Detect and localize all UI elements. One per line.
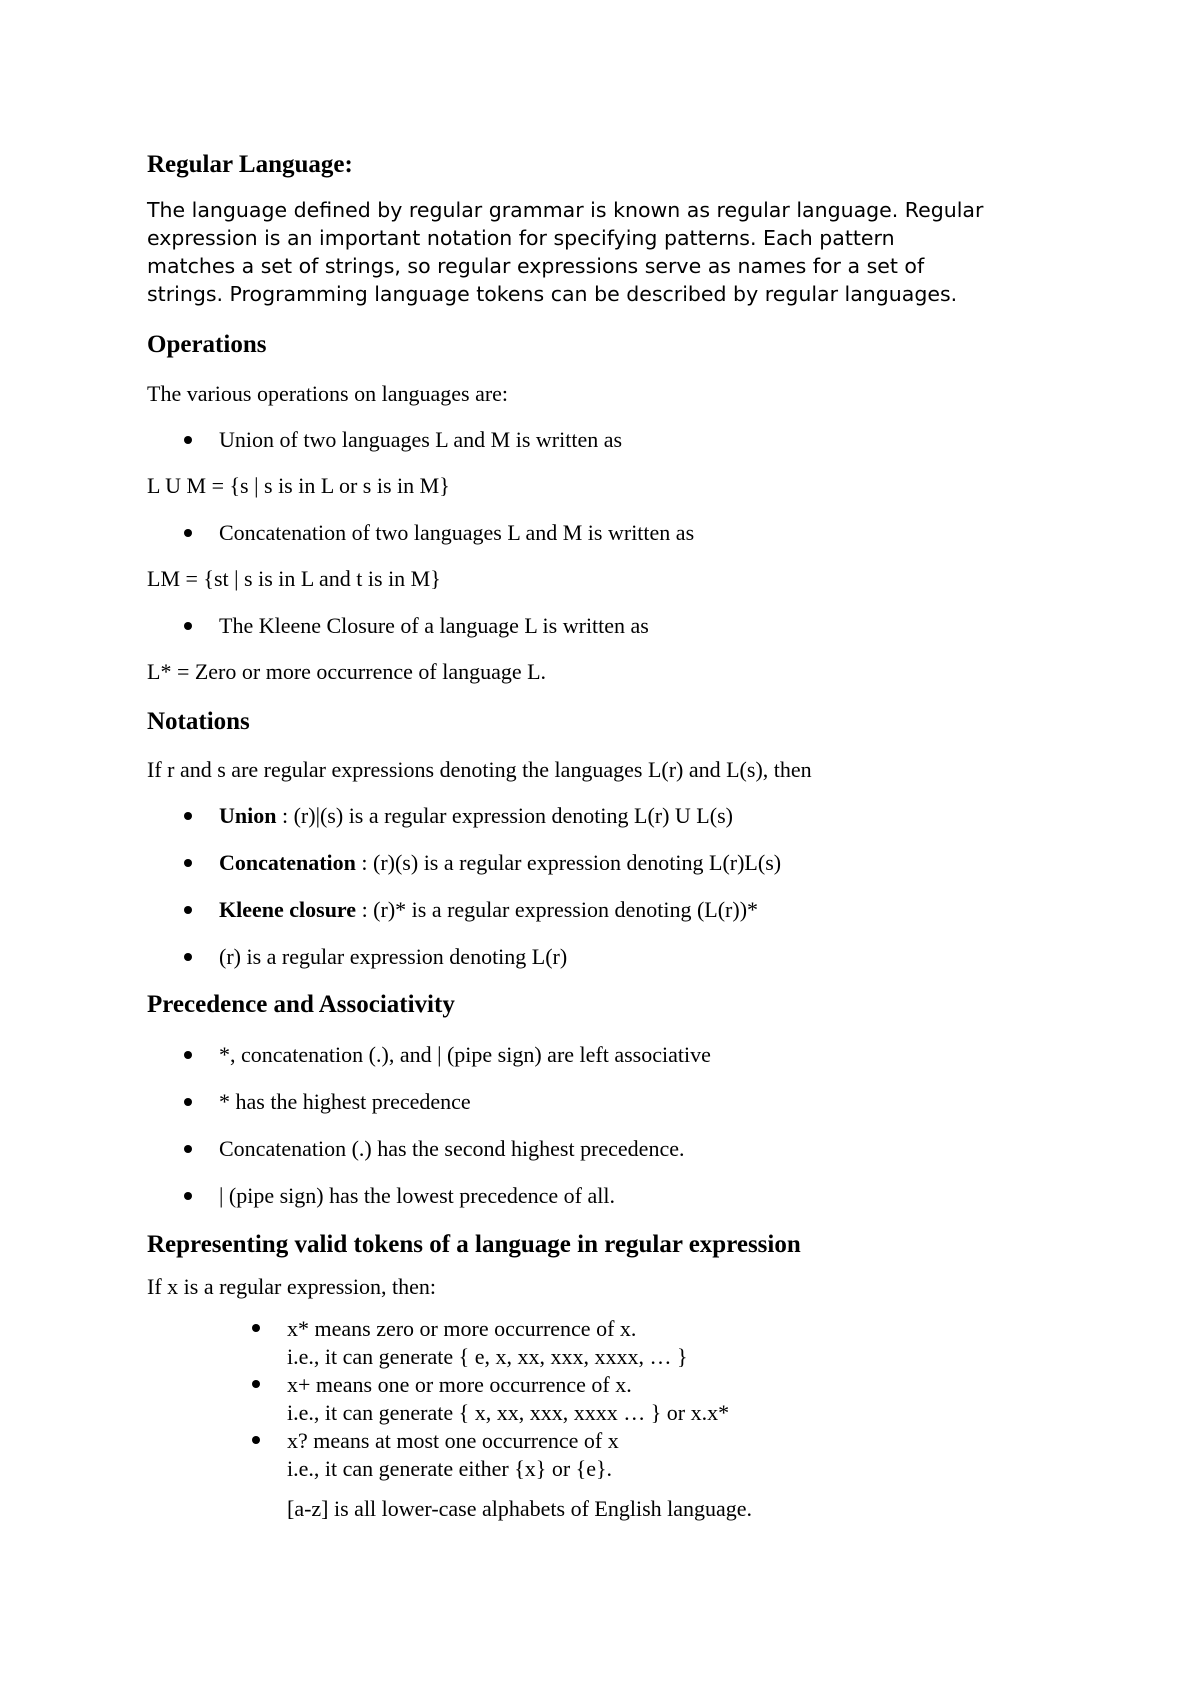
notation-description: (r) is a regular expression denoting L(r)	[219, 944, 568, 969]
bullet-icon	[184, 906, 192, 914]
bullet-icon	[184, 812, 192, 820]
concat-bullet-text: Concatenation of two languages L and M is written as	[219, 520, 695, 545]
notation-item	[219, 899, 758, 921]
token-item-sub: i.e., it can generate either {x} or {e}.	[287, 1456, 613, 1481]
token-item-main: x+ means one or more occurrence of x.	[287, 1372, 632, 1397]
bullet-icon	[184, 1098, 192, 1106]
bullet-icon	[184, 953, 192, 961]
paragraph-line: expression is an important notation for specifying patterns. Each pattern	[147, 226, 895, 250]
notations-intro: If r and s are regular expressions denoting the languages L(r) and L(s), then	[147, 757, 812, 782]
bullet-icon	[252, 1380, 260, 1388]
bullet-icon	[184, 859, 192, 867]
notation-term: Union	[219, 803, 277, 828]
paragraph-line: strings. Programming language tokens can be described by regular languages.	[147, 282, 958, 306]
notation-term: Concatenation	[219, 850, 356, 875]
paragraph-line: matches a set of strings, so regular expressions serve as names for a set of	[147, 254, 925, 278]
heading-valid-tokens: Representing valid tokens of a language in regular expression	[147, 1231, 801, 1258]
operations-intro: The various operations on languages are:	[147, 381, 509, 406]
token-item-sub: i.e., it can generate { e, x, xx, xxx, xxxx, … }	[287, 1344, 688, 1369]
kleene-formula: L* = Zero or more occurrence of language L.	[147, 659, 547, 684]
bullet-icon	[252, 1324, 260, 1332]
notation-description: : (r)* is a regular expression denoting (L(r))*	[356, 897, 759, 922]
heading-regular-language: Regular Language:	[147, 151, 353, 178]
concat-formula: LM = {st | s is in L and t is in M}	[147, 566, 441, 591]
notation-description: : (r)|(s) is a regular expression denoting L(r) U L(s)	[276, 803, 733, 828]
range-note: [a-z] is all lower-case alphabets of English language.	[287, 1496, 753, 1521]
union-formula: L U M = {s | s is in L or s is in M}	[147, 473, 450, 498]
kleene-bullet-text: The Kleene Closure of a language L is written as	[219, 613, 649, 638]
notation-item	[219, 805, 733, 827]
bullet-icon	[184, 1051, 192, 1059]
bullet-icon	[184, 1145, 192, 1153]
bullet-icon	[184, 622, 192, 630]
precedence-item: *, concatenation (.), and | (pipe sign) are left associative	[219, 1042, 711, 1067]
bullet-icon	[252, 1436, 260, 1444]
token-item-main: x? means at most one occurrence of x	[287, 1428, 619, 1453]
notation-description: : (r)(s) is a regular expression denoting L(r)L(s)	[355, 850, 782, 875]
token-item-sub: i.e., it can generate { x, xx, xxx, xxxx … } or x.x*	[287, 1400, 730, 1425]
notation-item	[219, 946, 567, 968]
precedence-item: * has the highest precedence	[219, 1089, 471, 1114]
notation-term: Kleene closure	[219, 897, 357, 922]
paragraph-line: The language defined by regular grammar is known as regular language. Regular	[147, 198, 984, 222]
union-bullet-text: Union of two languages L and M is written as	[219, 427, 623, 452]
bullet-icon	[184, 1192, 192, 1200]
token-item-main: x* means zero or more occurrence of x.	[287, 1316, 637, 1341]
tokens-intro: If x is a regular expression, then:	[147, 1274, 436, 1299]
precedence-item: | (pipe sign) has the lowest precedence of all.	[219, 1183, 615, 1208]
heading-precedence: Precedence and Associativity	[147, 991, 455, 1018]
heading-operations: Operations	[147, 331, 267, 358]
precedence-item: Concatenation (.) has the second highest precedence.	[219, 1136, 685, 1161]
notation-item	[219, 852, 781, 874]
bullet-icon	[184, 529, 192, 537]
bullet-icon	[184, 436, 192, 444]
heading-notations: Notations	[147, 708, 250, 735]
